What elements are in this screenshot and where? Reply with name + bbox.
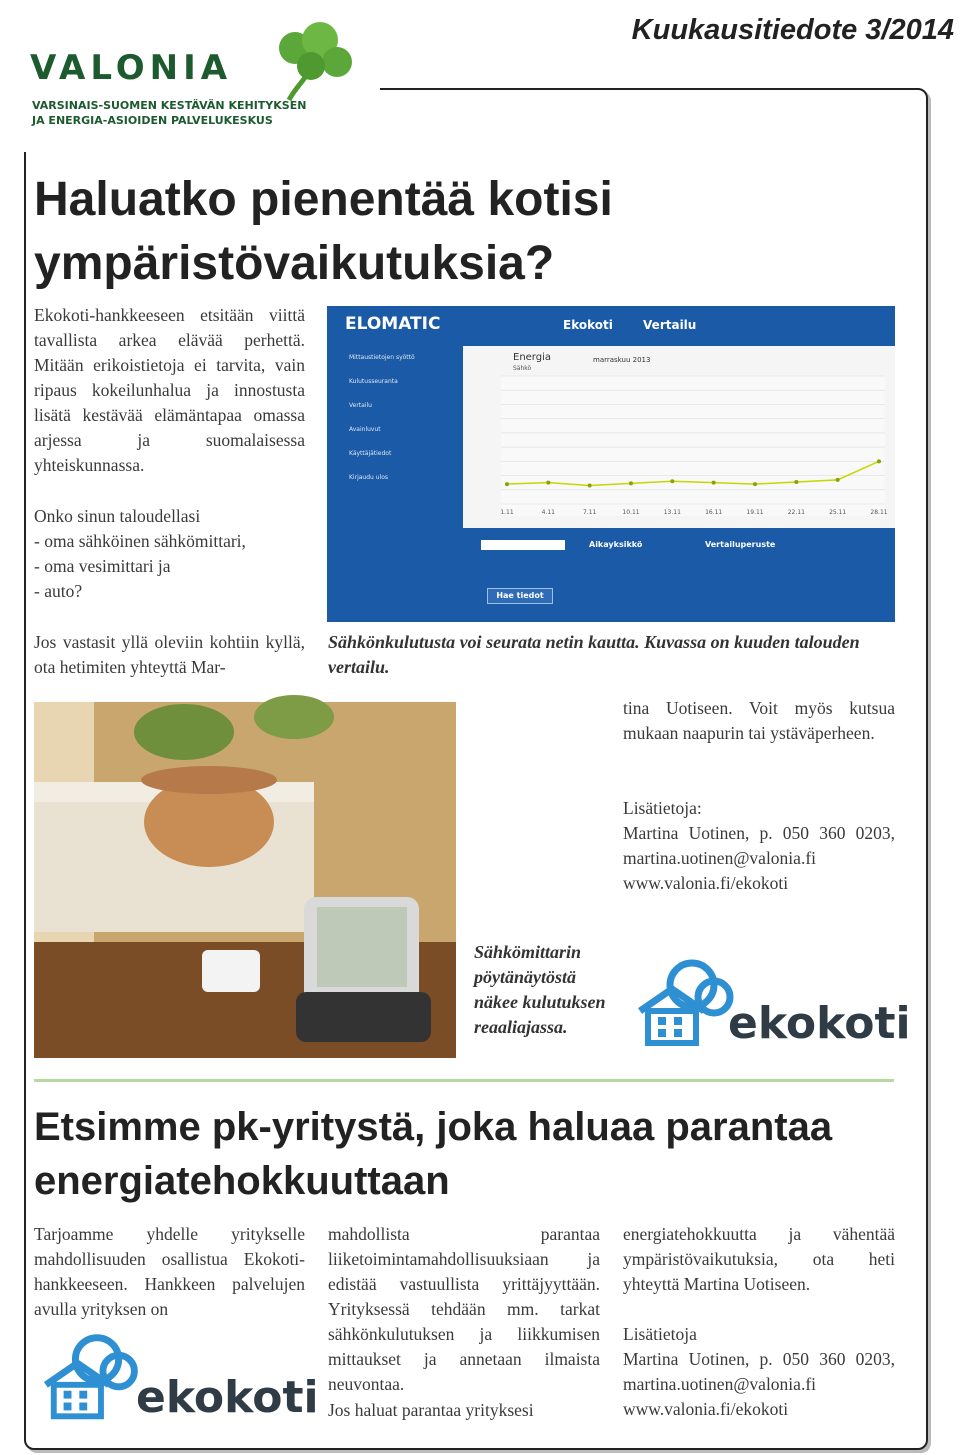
article2-headline	[34, 1100, 894, 1208]
screenshot-menu-item: Vertailu	[349, 402, 372, 409]
article2-col3: energiatehokkuutta ja vähentää ympäristövaikutuksia, ota heti yhteyttä Martina Uotiseen.	[623, 1224, 895, 1294]
chart-x-tick: 1.11	[500, 509, 514, 516]
chart-month: marraskuu 2013	[593, 356, 651, 364]
ekokoti-logo-text: ekokoti	[728, 998, 911, 1049]
chart-title: Energia	[513, 352, 551, 363]
screenshot-chart-box	[463, 346, 895, 528]
chart-point	[794, 480, 798, 484]
screenshot-menu	[349, 346, 415, 490]
service-screenshot	[327, 306, 895, 622]
article2-info	[623, 1322, 895, 1422]
chart-x-tick: 22.11	[787, 509, 805, 516]
chart-x-tick: 7.11	[582, 509, 597, 516]
article1-headline	[34, 168, 654, 296]
question-2: - oma vesimittari ja	[34, 556, 171, 576]
article2-headline-line1: Etsimme pk-yritystä, joka haluaa parantaa	[34, 1105, 833, 1149]
screenshot-tab-ekokoti: Ekokoti	[563, 318, 613, 332]
screenshot-col-aikayksikko: Aikayksikkö	[589, 540, 643, 549]
chart-x-tick: 4.11	[541, 509, 556, 516]
chart-point	[505, 482, 509, 486]
chart-point	[877, 459, 881, 463]
article1-contact-cont: tina Uotiseen. Voit myös kutsua mukaan naapurin tai ystäväperheen.	[623, 698, 895, 743]
article1-contact-start: Jos vastasit yllä oleviin kohtiin kyllä, ota hetimiten yhteyttä Mar-	[34, 632, 305, 677]
logo-subtitle-line1: VARSINAIS-SUOMEN KESTÄVÄN KEHITYKSEN	[32, 99, 307, 112]
energy-chart	[500, 376, 888, 516]
question-intro: Onko sinun taloudellasi	[34, 506, 201, 526]
logo-name: VALONIA	[30, 48, 233, 88]
screenshot-caption: Sähkönkulutusta voi seurata netin kautta. Kuvassa on kuuden talouden vertailu.	[328, 632, 860, 677]
article1-intro: Ekokoti-hankkeeseen etsitään viittä tavallista arkea elävää perhettä. Mitään erikoistietoja ei tarvita, vain ripaus kokeilunhalua ja innostusta lisätä kestävää elämäntapaa omassa arjessa ja suomalaisessa yhteiskunnassa.	[34, 305, 305, 475]
screenshot-tabs	[563, 318, 722, 332]
chart-x-tick: 28.11	[870, 509, 888, 516]
screenshot-col-vertailuperuste: Vertailuperuste	[705, 540, 776, 549]
screenshot-menu-item: Kirjaudu ulos	[349, 474, 388, 481]
article1-info	[623, 796, 895, 896]
chart-x-tick: 25.11	[829, 509, 847, 516]
chart-point	[629, 481, 633, 485]
question-3: - auto?	[34, 581, 83, 601]
question-1: - oma sähköinen sähkömittari,	[34, 531, 246, 551]
screenshot-menu-item: Avainluvut	[349, 426, 381, 433]
article2-info-url: www.valonia.fi/ekokoti	[623, 1399, 789, 1419]
chart-x-tick: 16.11	[705, 509, 723, 516]
section-divider	[34, 1079, 894, 1082]
article2-col2: mahdollista parantaa liiketoimintamahdollisuuksiaan ja edistää vastuullista yrittäjyyttään. Yrityksessä tehdään mm. tarkat sähkönkulutuksen ja liikkumisen mittaukset ja annetaan ilmaista neuvontaa.	[328, 1224, 600, 1394]
chart-point	[588, 484, 592, 488]
chart-point	[670, 479, 674, 483]
screenshot-menu-item: Käyttäjätiedot	[349, 450, 392, 457]
chart-point	[546, 481, 550, 485]
article2-info-contact: Martina Uotinen, p. 050 360 0203, martina.uotinen@valonia.fi	[623, 1349, 895, 1394]
meter-photo-illustration	[34, 702, 456, 1058]
article1-info-contact: Martina Uotinen, p. 050 360 0203, martina.uotinen@valonia.fi	[623, 823, 895, 868]
leaf-icon	[265, 18, 365, 104]
screenshot-fetch-button: Hae tiedot	[487, 588, 553, 604]
screenshot-menu-item: Mittaustietojen syöttö	[349, 354, 415, 361]
article1-info-url: www.valonia.fi/ekokoti	[623, 873, 789, 893]
screenshot-tab-vertailu: Vertailu	[643, 318, 697, 332]
screenshot-brand: ELOMATIC	[345, 314, 441, 334]
article2-info-label: Lisätietoja	[623, 1324, 697, 1344]
article1-headline-line2: ympäristövaikutuksia?	[34, 237, 555, 290]
ekokoti-logo-text-bottom: ekokoti	[136, 1372, 319, 1423]
article1-info-label: Lisätietoja:	[623, 798, 702, 818]
chart-x-tick: 10.11	[622, 509, 640, 516]
article2-col2-end: Jos haluat parantaa yrityksesi	[328, 1400, 534, 1420]
article1-questions	[34, 504, 314, 604]
meter-photo	[34, 702, 456, 1058]
chart-x-tick: 13.11	[663, 509, 681, 516]
article2-headline-line2: energiatehokkuuttaan	[34, 1159, 450, 1203]
issue-label: Kuukausitiedote 3/2014	[631, 14, 954, 46]
photo-caption: Sähkömittarin pöytänäytöstä näkee kulutuksen reaaliajassa.	[474, 942, 606, 1037]
chart-point	[712, 481, 716, 485]
article2-col1-wrap	[34, 1222, 305, 1317]
screenshot-select	[481, 540, 565, 550]
screenshot-menu-item: Kulutusseuranta	[349, 378, 398, 385]
logo-subtitle-line2: JA ENERGIA-ASIOIDEN PALVELUKESKUS	[32, 114, 273, 127]
chart-subtitle: Sähkö	[513, 365, 532, 372]
chart-plot-area	[501, 376, 888, 516]
article1-headline-line1: Haluatko pienentää kotisi	[34, 173, 613, 226]
chart-x-tick: 19.11	[746, 509, 764, 516]
screenshot-controls	[477, 538, 895, 622]
chart-point	[836, 478, 840, 482]
article2-col1: Tarjoamme yhdelle yritykselle mahdollisuuden osallistua Ekokoti-hankkeeseen. Hankkeen palvelujen avulla yrityksen on	[34, 1224, 305, 1319]
chart-point	[753, 482, 757, 486]
